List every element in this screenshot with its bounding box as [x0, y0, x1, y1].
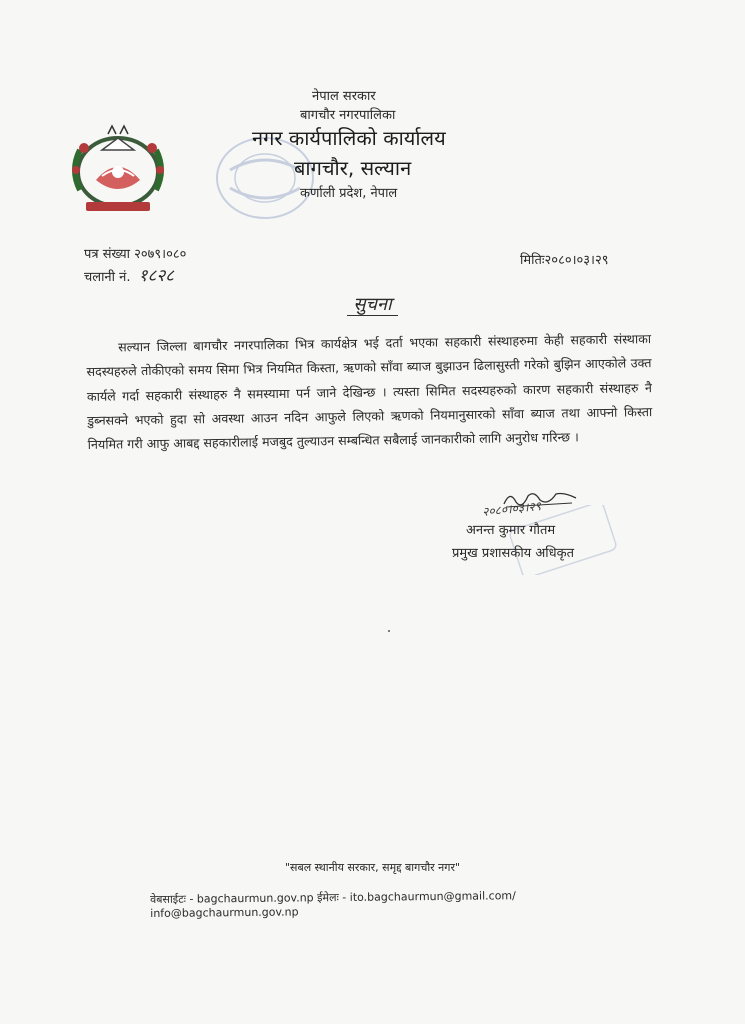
speck: [388, 630, 390, 632]
signature-date: २०८०।०३।२९: [481, 498, 542, 520]
dispatch-number: १८२८: [138, 266, 175, 286]
notice-title: [0, 292, 745, 316]
officer-stamp-icon: [508, 505, 618, 575]
dispatch-number-row: [84, 263, 174, 286]
nepal-emblem-icon: [62, 120, 174, 218]
notice-body: सल्यान जिल्ला बागचौर नगरपालिका भित्र कार्यक्षेत्र भई दर्ता भएका सहकारी संस्थाहरुमा केही सहकारी संस्थाका सदस्यहरुले तोकीएको समय सिमा भित्र नियमित किस्ता, ऋणको साँवा ब्याज बुझाउन ढिलासुस्ती गरेको बुझिन आएकोले उक्त कार्यले गर्दा सहकारी संस्थाहरु नै समस्यामा पर्न जाने देखिन्छ । त्यस्ता सिमित सदस्यहरुको कारण सहकारी संस्थाहरु नै डुब्नसक्ने भएको हुदा सो अवस्था आउन नदिन आफुले लिएको ऋणको नियमानुसारको साँवा ब्याज तथा आफ्नो किस्ता नियमित गरी आफु आबद्द सहकारीलाई मजबुद तुल्याउन सम्बन्धित सबैलाई जानकारीको लागि अनुरोध गरिन्छ ।: [86, 331, 653, 453]
province-name: कर्णाली प्रदेश, नेपाल: [300, 186, 398, 201]
contact-footer: वेबसाईटः - bagchaurmun.gov.np ईमेलः - ito.bagchaurmun@gmail.com/ info@bagchaurmun.gov.np: [150, 889, 516, 920]
letter-date: मितिः२०८०।०३।२९: [520, 253, 609, 268]
municipality-name: बागचौर नगरपालिका: [300, 108, 396, 123]
notice-title-text: सुचना: [347, 294, 397, 316]
dispatch-label: चलानी नं.: [84, 270, 131, 285]
government-name: नेपाल सरकार: [312, 89, 376, 104]
municipality-slogan: "सबल स्थानीय सरकार, समृद्द बागचौर नगर": [284, 861, 461, 874]
signatory-name: अनन्त कुमार गौतम: [466, 523, 556, 538]
letter-number: पत्र संख्या २०७९।०८०: [84, 247, 187, 262]
office-name: नगर कार्यपालिको कार्यालय: [252, 126, 446, 150]
office-city: बागचौर, सल्यान: [294, 156, 412, 180]
signatory-title: प्रमुख प्रशासकीय अधिकृत: [452, 546, 575, 561]
